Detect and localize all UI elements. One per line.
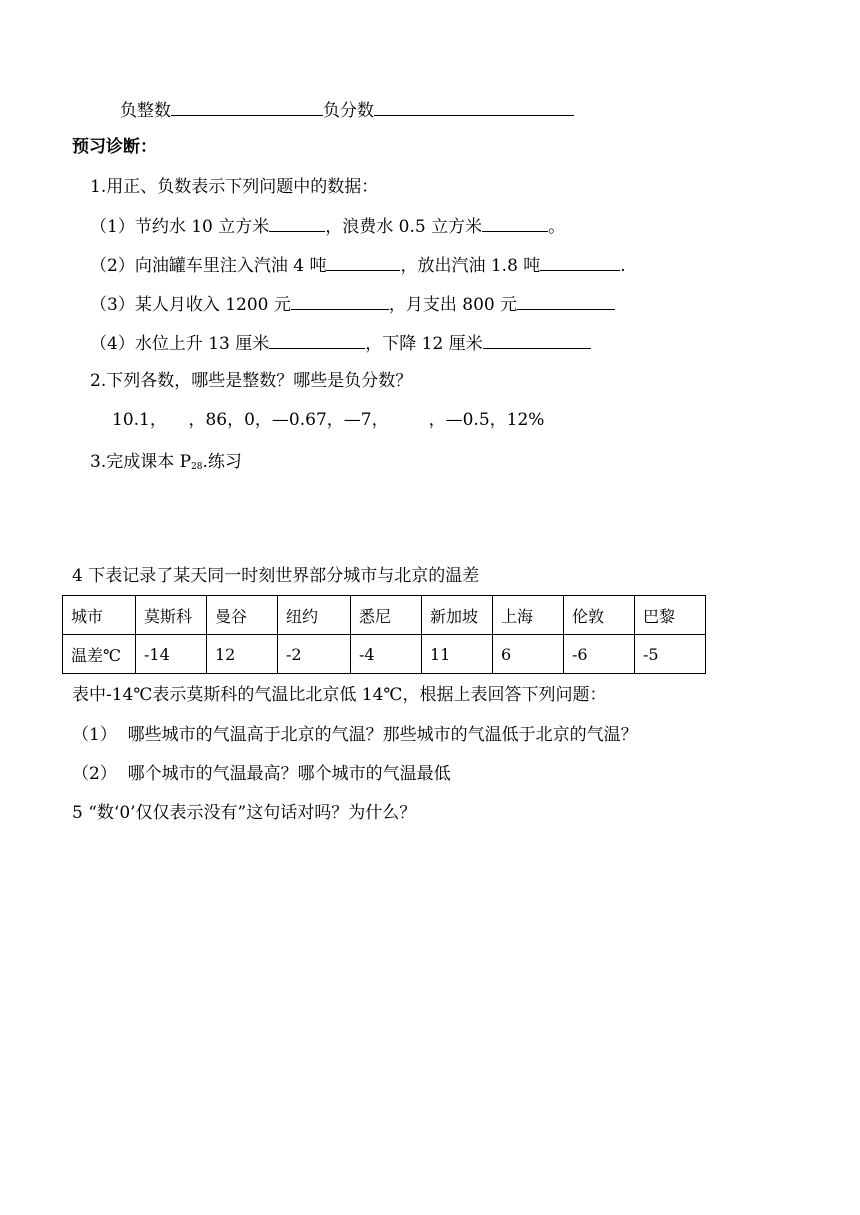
q1-b-blank1[interactable]: [326, 253, 400, 271]
q2-stem: 2.下列各数，哪些是整数？哪些是负分数？: [90, 371, 413, 391]
q4-note: 表中-14℃表示莫斯科的气温比北京低 14℃，根据上表回答下列问题：: [72, 685, 607, 705]
table-row-diffs: [63, 635, 706, 674]
table-cell: 曼谷: [207, 596, 278, 635]
table-cell: 温差℃: [63, 635, 136, 674]
q4-sub2: （2） 哪个城市的气温最高？哪个城市的气温最低: [72, 764, 451, 784]
neg-frac-blank[interactable]: [374, 98, 574, 116]
q1-a-mid: ，浪费水 0.5 立方米: [325, 217, 483, 237]
table-cell: -5: [635, 635, 706, 674]
top-line: [120, 98, 574, 122]
q1-b-blank2[interactable]: [540, 253, 620, 271]
section-title: 预习诊断：: [72, 137, 157, 157]
table-cell: 伦敦: [564, 596, 635, 635]
table-cell: -2: [278, 635, 351, 674]
table-cell: 城市: [63, 596, 136, 635]
table-cell: 巴黎: [635, 596, 706, 635]
table-row-cities: [63, 596, 706, 635]
neg-int-blank[interactable]: [171, 98, 323, 116]
q2-numbers-a: 10.1， ，86，0，—0.67，—7，: [112, 410, 389, 430]
q1-d-prefix: （4）水位上升 13 厘米: [90, 334, 270, 354]
table-cell: 上海: [493, 596, 564, 635]
table-cell: 纽约: [278, 596, 351, 635]
table-cell: 11: [422, 635, 493, 674]
table-cell: -4: [351, 635, 422, 674]
q4-sub1: （1） 哪些城市的气温高于北京的气温？那些城市的气温低于北京的气温？: [72, 725, 638, 745]
table-cell: 新加坡: [422, 596, 493, 635]
q1-a: [90, 214, 565, 238]
q1-b: [90, 253, 626, 277]
q1-a-blank1[interactable]: [269, 214, 325, 232]
neg-int-label: 负整数: [120, 101, 171, 121]
table-cell: 12: [207, 635, 278, 674]
q3-subscript: 28: [191, 462, 203, 472]
q1-c: [90, 292, 615, 316]
q3-text: 3.完成课本 P: [90, 452, 192, 472]
q5: 5 “数‘0’仅仅表示没有”这句话对吗？为什么？: [72, 803, 417, 823]
q1-a-end: 。: [548, 217, 566, 237]
q1-b-prefix: （2）向油罐车里注入汽油 4 吨: [90, 256, 327, 276]
q1-c-blank1[interactable]: [291, 292, 389, 310]
q1-d-blank1[interactable]: [269, 331, 365, 349]
table-cell: 悉尼: [351, 596, 422, 635]
q1-d-mid: ，下降 12 厘米: [365, 334, 483, 354]
q1-c-prefix: （3）某人月收入 1200 元: [90, 295, 291, 315]
q2-numbers: [112, 409, 544, 431]
q1-d-blank2[interactable]: [483, 331, 591, 349]
q3-after: .练习: [202, 452, 242, 472]
table-cell: -14: [136, 635, 207, 674]
q3: [90, 451, 242, 478]
q1-c-mid: ，月支出 800 元: [388, 295, 518, 315]
neg-frac-label: 负分数: [323, 101, 374, 121]
q1-stem: 1.用正、负数表示下列问题中的数据：: [90, 177, 379, 197]
q1-d: [90, 331, 591, 355]
q1-b-mid: ，放出汽油 1.8 吨: [400, 256, 541, 276]
table-cell: -6: [564, 635, 635, 674]
table-cell: 6: [493, 635, 564, 674]
q1-a-prefix: （1）节约水 10 立方米: [90, 217, 270, 237]
q4-intro: 4 下表记录了某天同一时刻世界部分城市与北京的温差: [72, 566, 480, 586]
q2-numbers-b: ，—0.5，12%: [428, 410, 545, 430]
q1-a-blank2[interactable]: [482, 214, 548, 232]
temperature-table: [62, 595, 706, 674]
table-cell: 莫斯科: [136, 596, 207, 635]
q1-b-end: .: [620, 256, 626, 276]
q1-c-blank2[interactable]: [517, 292, 615, 310]
